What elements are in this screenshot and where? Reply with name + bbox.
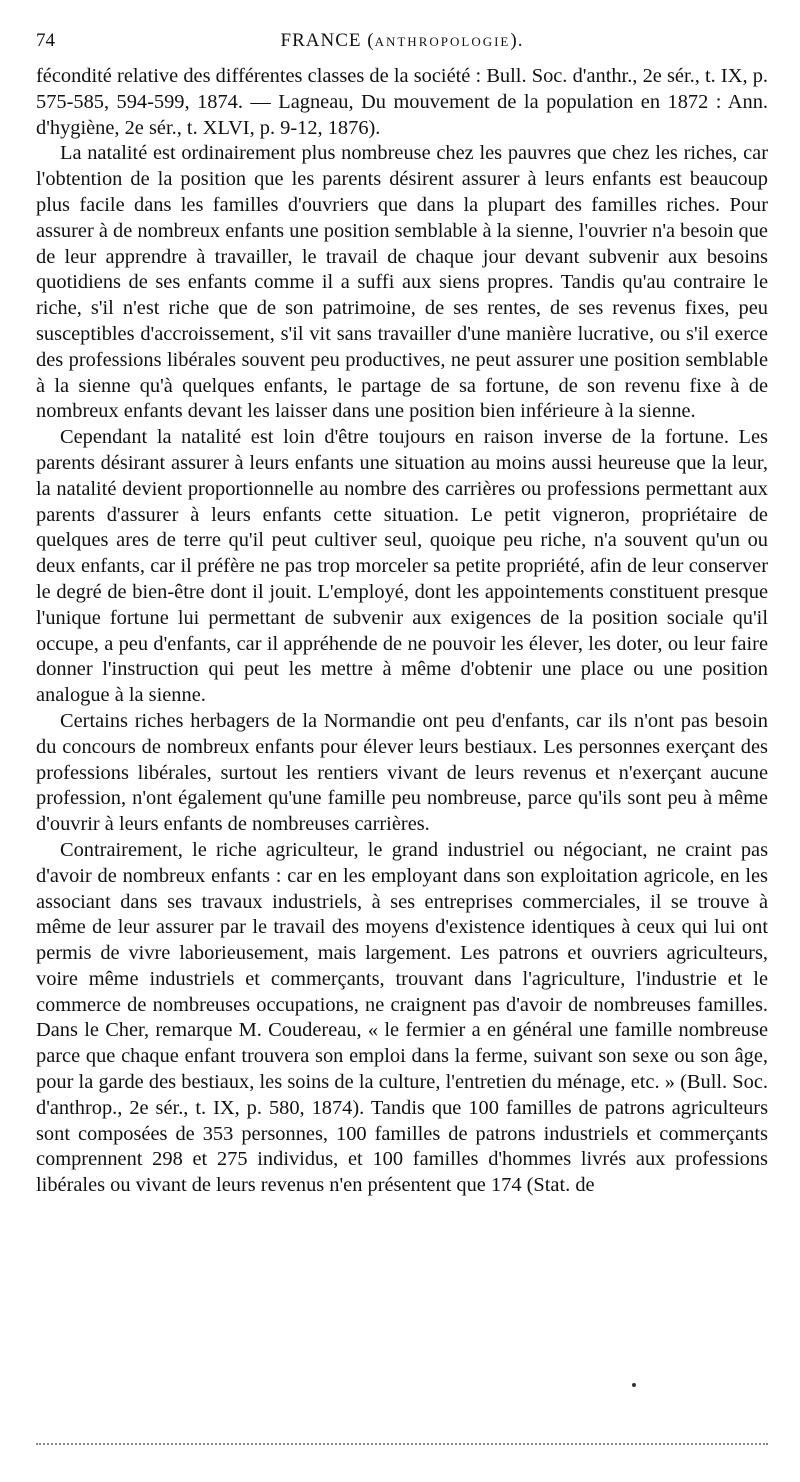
running-header — [36, 30, 768, 60]
page — [36, 30, 768, 1199]
footer-dotted-rule — [36, 1443, 768, 1445]
running-title — [36, 30, 768, 52]
running-title-smallcaps: ANTHROPOLOGIE — [374, 34, 511, 49]
body-text — [36, 64, 768, 1199]
running-title-end: ). — [510, 30, 524, 51]
paragraph-herbagers: Certains riches herbagers de la Normandie ont peu d'enfants, car ils n'ont pas besoin du concours de nombreux enfants pour élever leurs bestiaux. Les personnes exerçant des professions libérales, surtout les rentiers vivant de leurs revenus et n'exerçant aucune profession, n'ont également qu'une famille peu nombreuse, parce qu'ils sont peu à même d'ouvrir à leurs enfants de nombreuses carrières. — [36, 709, 768, 836]
paragraph-agriculteur: Contrairement, le riche agriculteur, le grand industriel ou négociant, ne craint pas d'avoir de nombreux enfants : car en les employant dans son exploitation agricole, en les associant dans ses travaux industriels, à ses entreprises commerciales, il se trouve à même de leur assurer par le travail des moyens d'existence identiques à ceux qui lui ont permis de vivre laborieusement, mais largement. Les patrons et ouvriers agriculteurs, voire même industriels et commerçants, trouvant dans l'agriculture, l'industrie et le commerce de nombreuses occupations, ne craignent pas d'avoir de nombreuses familles. Dans le Cher, remarque M. Coudereau, « le fermier a en général une famille nombreuse parce que chaque enfant trouvera son emploi dans la ferme, suivant son sexe ou son âge, pour la garde des bestiaux, les soins de la culture, l'entretien du ménage, etc. » (Bull. Soc. d'anthrop., 2e sér., t. IX, p. 580, 1874). Tandis que 100 familles de patrons agriculteurs sont composées de 353 personnes, 100 familles de patrons industriels et commerçants comprennent 298 et 275 individus, et 100 familles d'hommes livrés aux professions libérales ou vivant de leurs revenus n'en présentent que 174 (Stat. de — [36, 838, 768, 1197]
paragraph-natalite-pauvres: La natalité est ordinairement plus nombreuse chez les pauvres que chez les riches, car l'obtention de la position que les parents désirent assurer à leurs enfants est beaucoup plus facile dans les familles d'ouvriers que dans la plupart des familles riches. Pour assurer à de nombreux enfants une position semblable à la sienne, l'ouvrier n'a besoin que de leur apprendre à travailler, le travail de chaque jour devant subvenir aux besoins quotidiens de ses enfants comme il a suffi aux siens propres. Tandis qu'au contraire le riche, s'il n'est riche que de son patrimoine, de ses rentes, de ses revenus fixes, peu susceptibles d'accroissement, s'il vit sans travailler d'une manière lucrative, ou s'il exerce des professions libérales souvent peu productives, ne peut assurer une position semblable à la sienne qu'à quelques enfants, le partage de sa fortune, de son revenu fixe à de nombreux enfants devant les laisser dans une position bien inférieure à la sienne. — [36, 142, 768, 423]
running-title-main: FRANCE ( — [280, 30, 375, 51]
page-number: 74 — [36, 30, 55, 51]
footer-dot — [632, 1383, 636, 1387]
paragraph-continuation: fécondité relative des différentes classes de la société : Bull. Soc. d'anthr., 2e sér., t. IX, p. 575-585, 594-599, 1874. — Lagneau, Du mouvement de la population en 1872 : Ann. d'hygiène, 2e sér., t. XLVI, p. 9-12, 1876). — [36, 65, 768, 139]
paragraph-natalite-fortune: Cependant la natalité est loin d'être toujours en raison inverse de la fortune. Les parents désirant assurer à leurs enfants une situation au moins aussi heureuse que la leur, la natalité devient proportionnelle au nombre des carrières ou professions permettant aux parents d'assurer à leurs enfants cette situation. Le petit vigneron, propriétaire de quelques ares de terre qu'il peut cultiver seul, quoique peu riche, n'a souvent qu'un ou deux enfants, car il préfère ne pas trop morceler sa petite propriété, afin de leur conserver le degré de bien-être dont il jouit. L'employé, dont les appointements constituent presque l'unique fortune lui permettant de subvenir aux exigences de la position sociale qu'il occupe, a peu d'enfants, car il appréhende de ne pouvoir les élever, les doter, ou leur faire donner l'instruction qui peut les mettre à même d'obtenir une place ou une position analogue à la sienne. — [36, 426, 768, 707]
